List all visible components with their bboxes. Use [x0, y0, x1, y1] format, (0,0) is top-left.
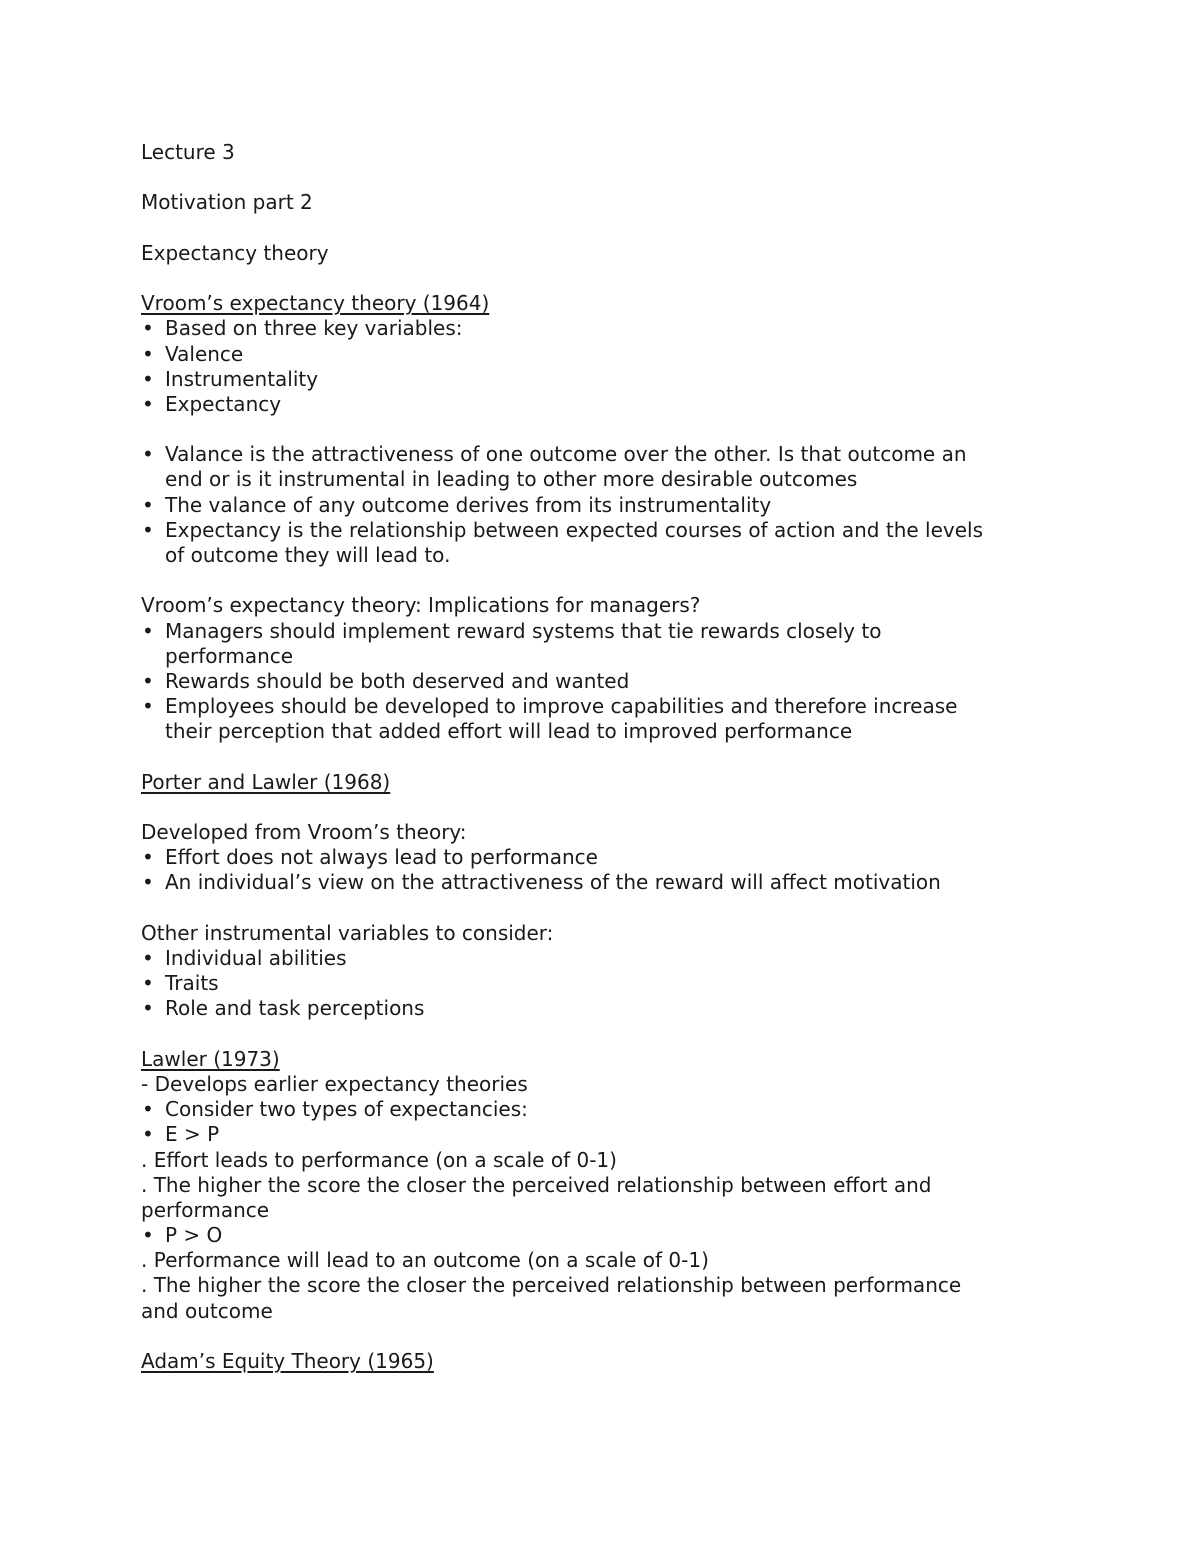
- section-heading: Expectancy theory: [141, 240, 329, 265]
- list-item-continuation: of outcome they will lead to.: [165, 543, 451, 567]
- list-item: • Expectancy is the relationship between expected courses of action and the levels: [141, 518, 1061, 543]
- lawler-heading: Lawler (1973): [141, 1046, 280, 1071]
- list-item: • Valance is the attractiveness of one outcome over the other. Is that outcome an: [141, 442, 1061, 467]
- porter-intro: Developed from Vroom’s theory:: [141, 820, 467, 845]
- list-item-continuation: their perception that added effort will lead to improved performance: [165, 719, 853, 744]
- list-item: • Effort does not always lead to performance: [141, 845, 1061, 870]
- list-item-continuation: end or is it instrumental in leading to other more desirable outcomes: [165, 467, 858, 492]
- list-item: • Role and task perceptions: [141, 996, 1061, 1021]
- list-item: • Rewards should be both deserved and wanted: [141, 669, 1061, 694]
- implications-heading: Vroom’s expectancy theory: Implications for managers?: [141, 593, 701, 618]
- ep-detail-1: . Effort leads to performance (on a scale of 0-1): [141, 1147, 617, 1172]
- ep-detail-2: . The higher the score the closer the perceived relationship between effort and: [141, 1172, 932, 1197]
- po-detail-2: . The higher the score the closer the perceived relationship between performance: [141, 1273, 962, 1298]
- list-item: • P > O: [141, 1223, 1061, 1248]
- doc-title: Lecture 3: [141, 140, 235, 164]
- porter-heading: Porter and Lawler (1968): [141, 769, 391, 794]
- list-item: • Instrumentality: [141, 367, 1061, 392]
- list-item: • Traits: [141, 971, 1061, 996]
- vroom-heading: Vroom’s expectancy theory (1964): [141, 291, 490, 316]
- list-item-continuation: performance: [165, 643, 294, 668]
- list-item: • Expectancy: [141, 392, 1061, 417]
- adam-heading: Adam’s Equity Theory (1965): [141, 1349, 434, 1373]
- list-item: • Based on three key variables:: [141, 316, 1061, 341]
- list-item: • The valance of any outcome derives from its instrumentality: [141, 493, 1061, 518]
- list-item: • Individual abilities: [141, 946, 1061, 971]
- po-detail-2-cont: and outcome: [141, 1298, 273, 1323]
- doc-subtitle: Motivation part 2: [141, 190, 313, 215]
- po-detail-1: . Performance will lead to an outcome (on a scale of 0-1): [141, 1248, 709, 1273]
- ep-detail-2-cont: performance: [141, 1197, 270, 1222]
- list-item: • Employees should be developed to improve capabilities and therefore increase: [141, 694, 1061, 719]
- list-item: • An individual’s view on the attractiveness of the reward will affect motivation: [141, 870, 1061, 895]
- list-item: • E > P: [141, 1122, 1061, 1147]
- lawler-dash-line: - Develops earlier expectancy theories: [141, 1071, 528, 1096]
- list-item: • Managers should implement reward systems that tie rewards closely to: [141, 619, 1061, 644]
- list-item: • Consider two types of expectancies:: [141, 1097, 1061, 1122]
- list-item: • Valence: [141, 342, 1061, 367]
- other-variables-intro: Other instrumental variables to consider:: [141, 920, 554, 945]
- document-page: [141, 140, 1061, 1374]
